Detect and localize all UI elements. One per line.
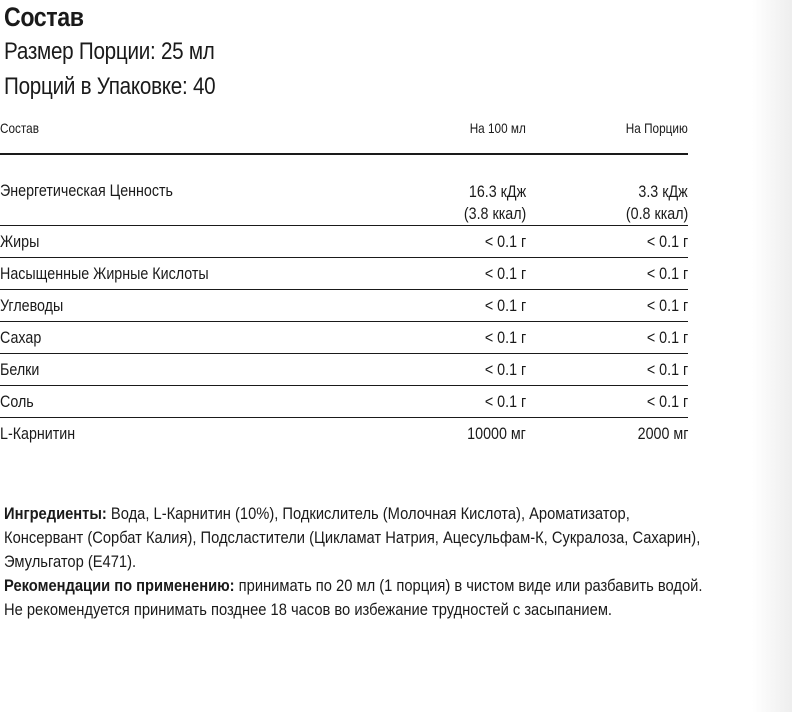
value-per-serving: < 0.1 г bbox=[646, 264, 688, 283]
energy-kcal-per-100: (3.8 ккал) bbox=[463, 204, 526, 223]
row-label: Соль bbox=[0, 392, 34, 411]
ingredients-label: Ингредиенты: bbox=[4, 504, 107, 523]
value-per-100: < 0.1 г bbox=[484, 360, 526, 379]
servings-per-pack: Порций в Упаковке: 40 bbox=[4, 73, 216, 100]
energy-kj-per-serving: 3.3 кДж bbox=[638, 182, 688, 201]
value-per-serving: < 0.1 г bbox=[646, 328, 688, 347]
table-row bbox=[0, 386, 688, 418]
ingredients-paragraph bbox=[4, 502, 706, 574]
value-per-serving: < 0.1 г bbox=[646, 392, 688, 411]
value-per-serving: 2000 мг bbox=[637, 424, 688, 443]
recommendations-paragraph bbox=[4, 574, 706, 622]
table-row bbox=[0, 258, 688, 290]
row-label: Сахар bbox=[0, 328, 42, 347]
value-per-serving: < 0.1 г bbox=[646, 296, 688, 315]
page-title: Состав bbox=[4, 2, 84, 32]
energy-kj-per-100: 16.3 кДж bbox=[468, 182, 526, 201]
value-per-serving: < 0.1 г bbox=[646, 232, 688, 251]
nutrition-table bbox=[0, 120, 688, 450]
table-header-row bbox=[0, 120, 688, 154]
ingredients-section bbox=[4, 502, 764, 622]
composition-header bbox=[4, 0, 724, 104]
value-per-serving: < 0.1 г bbox=[646, 360, 688, 379]
row-label: Энергетическая Ценность bbox=[0, 181, 173, 200]
row-label: Белки bbox=[0, 360, 40, 379]
energy-kcal-per-serving: (0.8 ккал) bbox=[625, 204, 688, 223]
table-row bbox=[0, 226, 688, 258]
value-per-100: 10000 мг bbox=[467, 424, 526, 443]
row-label: Жиры bbox=[0, 232, 40, 251]
row-label: Насыщенные Жирные Кислоты bbox=[0, 264, 209, 283]
table-row bbox=[0, 354, 688, 386]
row-label: Углеводы bbox=[0, 296, 64, 315]
row-label: L-Карнитин bbox=[0, 424, 76, 443]
value-per-100: < 0.1 г bbox=[484, 264, 526, 283]
serving-size: Размер Порции: 25 мл bbox=[4, 38, 215, 65]
ingredients-text: Вода, L-Карнитин (10%), Подкислитель (Молочная Кислота), Ароматизатор, Консервант (Сорбат Калия), Подсластители (Цикламат Натрия, Ацесульфам-К, Сукралоза, Сахарин), Эмульгатор (Е471). bbox=[4, 504, 701, 571]
value-per-100: < 0.1 г bbox=[484, 296, 526, 315]
value-per-100: < 0.1 г bbox=[484, 232, 526, 251]
column-header-per-serving: На Порцию bbox=[626, 120, 688, 136]
column-header-composition: Состав bbox=[0, 120, 39, 136]
table-row bbox=[0, 154, 688, 226]
table-row bbox=[0, 322, 688, 354]
value-per-100: < 0.1 г bbox=[484, 328, 526, 347]
value-per-100: < 0.1 г bbox=[484, 392, 526, 411]
table-row bbox=[0, 290, 688, 322]
column-header-per-100ml: На 100 мл bbox=[469, 120, 526, 136]
recommendations-text: принимать по 20 мл (1 порция) в чистом виде или разбавить водой. Не рекомендуется принимать позднее 18 часов во избежание трудностей с засыпанием. bbox=[4, 576, 703, 619]
recommendations-label: Рекомендации по применению: bbox=[4, 576, 235, 595]
table-row bbox=[0, 418, 688, 450]
